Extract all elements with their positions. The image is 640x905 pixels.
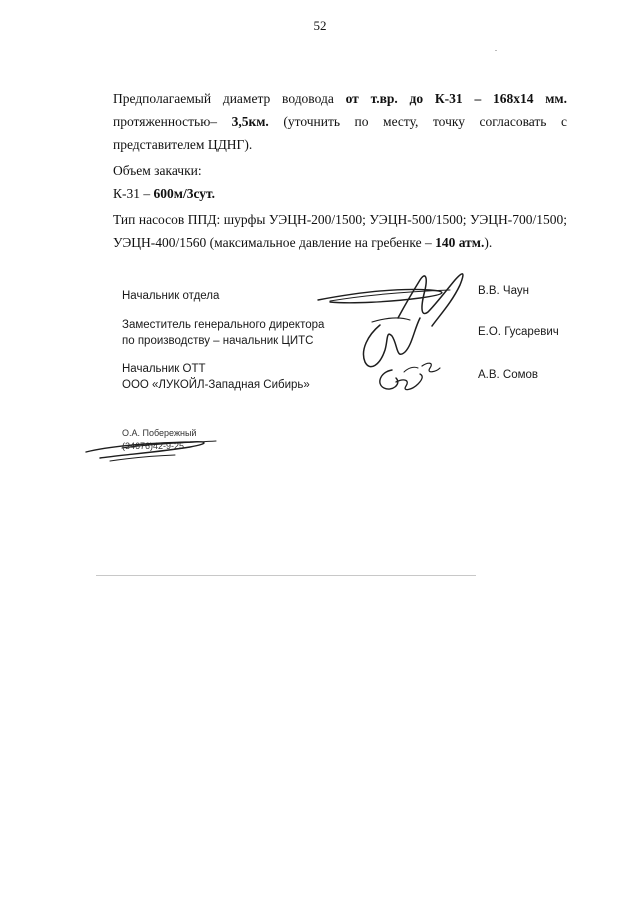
signatory-2-name: Е.О. Гусаревич — [478, 326, 559, 338]
bold-run: 3,5км. — [231, 114, 269, 129]
signatory-1-name: В.В. Чаун — [478, 285, 529, 297]
executor-signature — [86, 441, 216, 461]
position-line: ООО «ЛУКОЙЛ-Западная Сибирь» — [122, 379, 310, 391]
text-run: протяженностью– — [113, 114, 232, 129]
position-line: Начальник отдела — [122, 290, 220, 302]
text-run: (уточнить по месту, точку согласовать с — [268, 114, 567, 129]
pipeline-line-3: представителем ЦДНГ). — [113, 137, 253, 152]
position-line: по производству – начальник ЦИТС — [122, 335, 314, 347]
injection-heading: Объем закачки: — [113, 163, 202, 178]
text-run: УЭЦН-400/1560 (максимальное давление на гребенке – — [113, 235, 436, 250]
scan-artifact-dot — [495, 50, 497, 51]
bold-run: т.вр. до К-31 – 168х14 мм. — [370, 91, 568, 106]
position-line: Начальник ОТТ — [122, 363, 206, 375]
bold-run: 140 атм. — [435, 235, 485, 250]
bold-run: от — [345, 91, 359, 106]
pump-line-1: Тип насосов ППД: шурфы УЭЦН-200/1500; УЭЦН-500/1500; УЭЦН-700/1500; — [113, 212, 567, 227]
executor-name: О.А. Побережный — [122, 428, 197, 438]
signatory-3-name: А.В. Сомов — [478, 369, 539, 381]
signature-2 — [363, 318, 420, 367]
bold-run: 600м/3сут. — [153, 186, 216, 201]
executor-phone: (34676)42-9-25 — [122, 441, 185, 451]
text-run: Предполагаемый диаметр водовода — [113, 91, 346, 106]
signature-3 — [380, 363, 440, 389]
text-run: ). — [484, 235, 493, 250]
text-run: К-31 – — [113, 186, 154, 201]
page-number: 52 — [313, 18, 327, 33]
position-line: Заместитель генерального директора — [122, 319, 325, 331]
scan-artifact-line — [96, 575, 476, 576]
